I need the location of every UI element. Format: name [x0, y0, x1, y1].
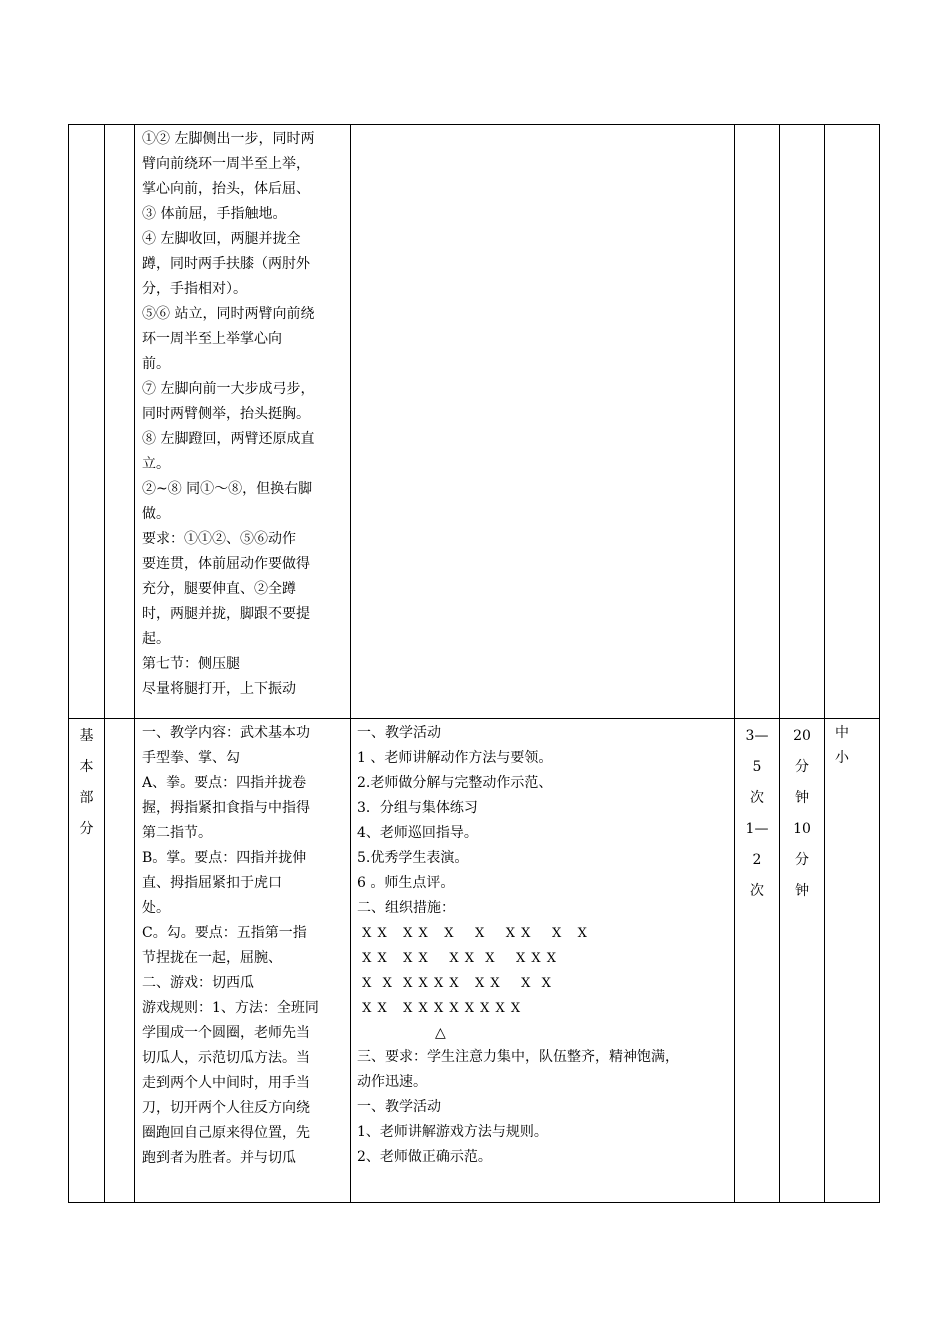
times-text: 次 — [750, 883, 764, 899]
section-char: 分 — [79, 821, 94, 837]
text-line: 要连贯，体前屈动作要做得 — [142, 556, 310, 572]
times-text: 1— — [745, 821, 769, 837]
duration-text: 分 — [795, 852, 809, 868]
duration-text: 分 — [795, 759, 809, 775]
section-label — [69, 719, 104, 845]
text-line: 一、教学内容：武术基本功 — [142, 725, 310, 741]
section-char: 基 — [79, 728, 94, 744]
activity-cell — [351, 719, 735, 1203]
text-line: 节捏拢在一起，屈腕、 — [142, 950, 282, 966]
table-row — [69, 719, 880, 1203]
teaching-activity — [351, 719, 734, 1176]
text-line: 立。 — [142, 456, 170, 472]
text-line: 第二指节。 — [142, 825, 212, 841]
text-line: 掌心向前，抬头，体后屈、 — [142, 181, 310, 197]
text-line: 4、老师巡回指导。 — [357, 825, 478, 841]
text-line: 一、教学活动 — [357, 725, 441, 741]
duration-cell — [780, 719, 825, 1203]
text-line: 环一周半至上举掌心向 — [142, 331, 282, 347]
text-line: 手型拳、掌、勾 — [142, 750, 240, 766]
text-line: 5.优秀学生表演。 — [357, 850, 469, 866]
text-line: 刀，切开两个人往反方向绕 — [142, 1100, 310, 1116]
formation-row: X X X X X X X X X X — [357, 926, 588, 941]
times-text: 5 — [752, 759, 762, 775]
text-line: 二、组织措施： — [357, 900, 455, 916]
text-line: 充分，腿要伸直、②全蹲 — [142, 581, 296, 597]
text-line: 2.老师做分解与完整动作示范、 — [357, 775, 553, 791]
formation-row: X X X X X X X X X X — [357, 976, 552, 991]
section-cell — [69, 719, 105, 1203]
table-row — [69, 125, 880, 719]
text-line: 二、游戏：切西瓜 — [142, 975, 254, 991]
times-text: 3— — [745, 728, 769, 744]
formation-row: X X X X X X X X X X — [357, 951, 558, 966]
intensity-cell — [825, 125, 880, 719]
text-line: 学围成一个圆圈，老师先当 — [142, 1025, 310, 1041]
teaching-content — [135, 719, 350, 1177]
section-cell — [69, 125, 105, 719]
times-text: 次 — [750, 790, 764, 806]
text-line: 前。 — [142, 356, 170, 372]
text-line: 要求：①①②、⑤⑥动作 — [142, 531, 296, 547]
text-line: 臂向前绕环一周半至上举， — [142, 156, 310, 172]
text-line: 蹲，同时两手扶膝（两肘外 — [142, 256, 310, 272]
exercise-intensity — [825, 719, 879, 771]
times-cell — [735, 125, 780, 719]
blank-cell — [105, 719, 135, 1203]
text-line: ⑤⑥ 站立，同时两臂向前绕 — [142, 306, 315, 322]
text-line: ②~⑧ 同①～⑧，但换右脚 — [142, 481, 313, 497]
practice-times — [735, 719, 779, 907]
section-char: 本 — [79, 759, 94, 775]
activity-cell — [351, 125, 735, 719]
duration-cell — [780, 125, 825, 719]
text-line: 1、老师讲解游戏方法与规则。 — [357, 1124, 548, 1140]
text-line: 三、要求：学生注意力集中，队伍整齐，精神饱满， — [357, 1049, 679, 1065]
text-line: 起。 — [142, 631, 170, 647]
text-line: 跑到者为胜者。并与切瓜 — [142, 1150, 296, 1166]
teacher-position-mark: △ — [435, 1025, 446, 1041]
duration-text: 钟 — [795, 790, 809, 806]
text-line: 尽量将腿打开，上下振动 — [142, 681, 296, 697]
section-char: 部 — [79, 790, 94, 806]
blank-cell — [105, 125, 135, 719]
text-line: 第七节：侧压腿 — [142, 656, 240, 672]
text-line: ⑧ 左脚蹬回，两臂还原成直 — [142, 431, 315, 447]
text-line: 6 。师生点评。 — [357, 875, 455, 891]
text-line: 圈跑回自己原来得位置，先 — [142, 1125, 310, 1141]
content-cell — [135, 125, 351, 719]
exercise-description — [135, 125, 350, 708]
text-line: ①② 左脚侧出一步，同时两 — [142, 131, 315, 147]
formation-row: X X X X X X X X X X — [357, 1001, 522, 1016]
text-line: 切瓜人，示范切瓜方法。当 — [142, 1050, 310, 1066]
text-line: 一、教学活动 — [357, 1099, 441, 1115]
duration-text: 20 — [793, 728, 811, 744]
lesson-plan-table — [68, 124, 880, 1203]
text-line: C。勾。要点：五指第一指 — [142, 925, 307, 941]
text-line: 游戏规则：1、方法：全班同 — [142, 1000, 319, 1016]
practice-duration — [780, 719, 824, 907]
intensity-text: 中 — [835, 725, 849, 741]
text-line: 处。 — [142, 900, 170, 916]
intensity-cell — [825, 719, 880, 1203]
text-line: 走到两个人中间时，用手当 — [142, 1075, 310, 1091]
times-text: 2 — [752, 852, 762, 868]
text-line: ③ 体前屈，手指触地。 — [142, 206, 287, 222]
text-line: 握，拇指紧扣食指与中指得 — [142, 800, 310, 816]
text-line: 同时两臂侧举，抬头挺胸。 — [142, 406, 310, 422]
text-line: 做。 — [142, 506, 170, 522]
duration-text: 10 — [793, 821, 811, 837]
text-line: B。掌。要点：四指并拢伸 — [142, 850, 307, 866]
content-cell — [135, 719, 351, 1203]
formation-diagram — [357, 921, 728, 1021]
text-line: 分，手指相对）。 — [142, 281, 247, 297]
times-cell — [735, 719, 780, 1203]
duration-text: 钟 — [795, 883, 809, 899]
text-line: 时，两腿并拢，脚跟不要提 — [142, 606, 310, 622]
text-line: ⑦ 左脚向前一大步成弓步， — [142, 381, 315, 397]
intensity-text: 小 — [835, 750, 849, 766]
text-line: 2、老师做正确示范。 — [357, 1149, 492, 1165]
text-line: 动作迅速。 — [357, 1074, 427, 1090]
text-line: 3．分组与集体练习 — [357, 800, 478, 816]
text-line: 1 、老师讲解动作方法与要领。 — [357, 750, 553, 766]
text-line: A、拳。要点：四指并拢卷 — [142, 775, 307, 791]
text-line: 直、拇指屈紧扣于虎口 — [142, 875, 282, 891]
text-line: ④ 左脚收回，两腿并拢全 — [142, 231, 301, 247]
